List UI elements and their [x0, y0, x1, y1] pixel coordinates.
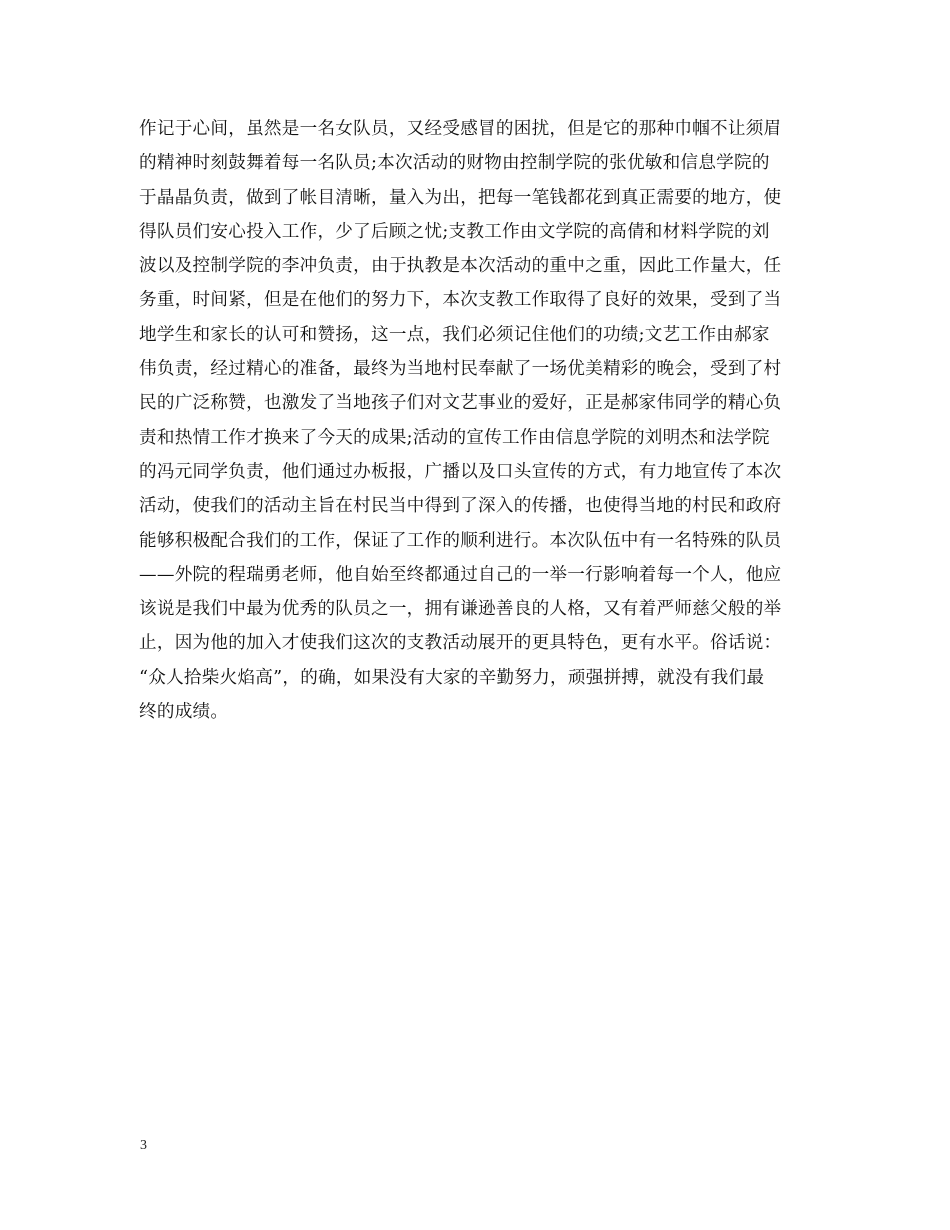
- text-line: 民的广泛称赞，也激发了当地孩子们对文艺事业的爱好，正是郝家伟同学的精心负: [139, 393, 782, 414]
- page-number: 3: [140, 1138, 147, 1153]
- text-line: 于晶晶负责，做到了帐目清晰，量入为出，把每一笔钱都花到真正需要的地方，使: [139, 187, 782, 208]
- text-line: 活动，使我们的活动主旨在村民当中得到了深入的传播，也使得当地的村民和政府: [139, 496, 782, 517]
- text-line: 得队员们安心投入工作，少了后顾之忧;支教工作由文学院的高倩和材料学院的刘: [139, 221, 770, 242]
- body-paragraph: [139, 112, 819, 729]
- text-line: ——外院的程瑞勇老师，他自始至终都通过自己的一举一行影响着每一个人，他应: [139, 564, 782, 585]
- text-line: 该说是我们中最为优秀的队员之一，拥有谦逊善良的人格，又有着严师慈父般的举: [139, 599, 782, 620]
- text-line: 能够积极配合我们的工作，保证了工作的顺利进行。本次队伍中有一名特殊的队员: [139, 530, 782, 551]
- text-line: 波以及控制学院的李冲负责，由于执教是本次活动的重中之重，因此工作量大，任: [139, 256, 782, 277]
- text-line: 务重，时间紧，但是在他们的努力下，本次支教工作取得了良好的效果，受到了当: [139, 290, 782, 311]
- text-line: 地学生和家长的认可和赞扬，这一点，我们必须记住他们的功绩;文艺工作由郝家: [139, 324, 770, 345]
- text-line: “众人拾柴火焰高”，的确，如果没有大家的辛勤努力，顽强拼搏，就没有我们最: [139, 667, 765, 688]
- text-line: 止，因为他的加入才使我们这次的支教活动展开的更具特色，更有水平。俗话说：: [139, 633, 782, 654]
- text-line: 的精神时刻鼓舞着每一名队员;本次活动的财物由控制学院的张优敏和信息学院的: [139, 153, 770, 174]
- text-line: 终的成绩。: [139, 702, 229, 723]
- text-line: 作记于心间，虽然是一名女队员，又经受感冒的困扰，但是它的那种巾帼不让须眉: [139, 119, 782, 139]
- text-line: 的冯元同学负责，他们通过办板报，广播以及口头宣传的方式，有力地宣传了本次: [139, 461, 782, 482]
- text-line: 责和热情工作才换来了今天的成果;活动的宣传工作由信息学院的刘明杰和法学院: [139, 427, 770, 448]
- text-line: 伟负责，经过精心的准备，最终为当地村民奉献了一场优美精彩的晚会，受到了村: [139, 359, 782, 380]
